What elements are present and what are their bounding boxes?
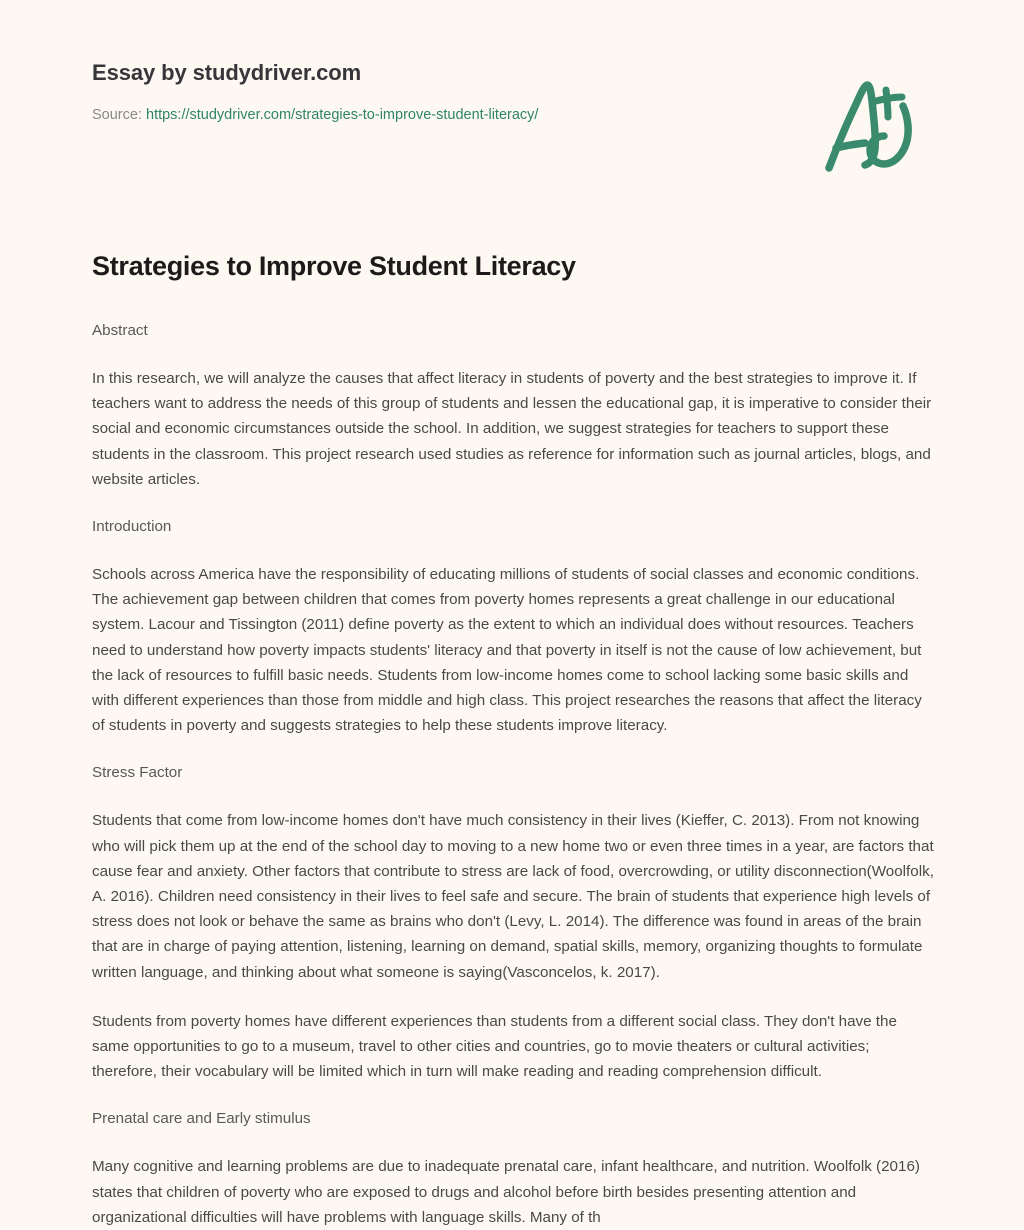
article-body	[92, 248, 934, 1230]
source-label: Source:	[92, 107, 146, 123]
masthead	[92, 58, 932, 178]
paragraph: Students from poverty homes have different experiences than students from a different social class. They don't have the same opportunities to go to a museum, travel to other cities and countries, go to movie theaters or cultural activities; therefore, their vocabulary will be limited which in turn will make reading and reading comprehension difficult.	[92, 1012, 897, 1081]
brand-block	[92, 58, 538, 125]
paragraph: Many cognitive and learning problems are due to inadequate prenatal care, infant healthcare, and nutrition. Woolfolk (2016) states that children of poverty who are exposed to drugs and alcohol before birth besides presenting attention and organizational difficulties will have problems with language skills. Many of th	[92, 1158, 920, 1226]
brand-title: Essay by studydriver.com	[92, 60, 362, 85]
section-heading-stress-factor: Stress Factor	[92, 764, 183, 782]
source-url-link[interactable]: https://studydriver.com/strategies-to-improve-student-literacy/	[146, 107, 539, 123]
section-heading-introduction: Introduction	[92, 518, 172, 536]
source-line	[92, 105, 538, 125]
section-heading-prenatal-care: Prenatal care and Early stimulus	[92, 1110, 311, 1128]
page-title: Strategies to Improve Student Literacy	[92, 251, 576, 281]
paragraph: Students that come from low-income homes don't have much consistency in their lives (Kieffer, C. 2013). From not knowing who will pick them up at the end of the school day to moving to a new home two or even three times in a year, are factors that cause fear and anxiety. Other factors that contribute to stress are lack of food, overcrowding, or utility disconnection(Woolfolk, A. 2016). Children need consistency in their lives to feel safe and secure. The brain of students that experience high levels of stress does not look or behave the same as brains who don't (Levy, L. 2014). The difference was found in areas of the brain that are in charge of paying attention, listening, learning on demand, spatial skills, memory, organizing thoughts to formulate written language, and thinking about what someone is saying(Vasconcelos, k. 2017).	[92, 812, 934, 981]
section-heading-abstract: Abstract	[92, 322, 148, 339]
paragraph: Schools across America have the responsibility of educating millions of students of social classes and economic conditions. The achievement gap between children that comes from poverty homes represents a great challenge in our educational system. Lacour and Tissington (2011) define poverty as the extent to which an individual does without resources. Teachers need to understand how poverty impacts students' literacy and that poverty in itself is not the cause of low achievement, but the lack of resources to fulfill basic needs. Students from low-income homes come to school lacking some basic skills and with different experiences than those from middle and high class. This project researches the reasons that affect the literacy of students in poverty and suggests strategies to help these students improve literacy.	[92, 566, 922, 735]
paragraph: In this research, we will analyze the causes that affect literacy in students of poverty and the best strategies to improve it. If teachers want to address the needs of this group of students and lessen the educational gap, it is imperative to consider their social and economic circumstances outside the school. In addition, we suggest strategies for teachers to support these students in the classroom. This project research used studies as reference for information such as journal articles, blogs, and website articles.	[92, 370, 932, 488]
a-plus-logo-icon	[814, 70, 924, 178]
